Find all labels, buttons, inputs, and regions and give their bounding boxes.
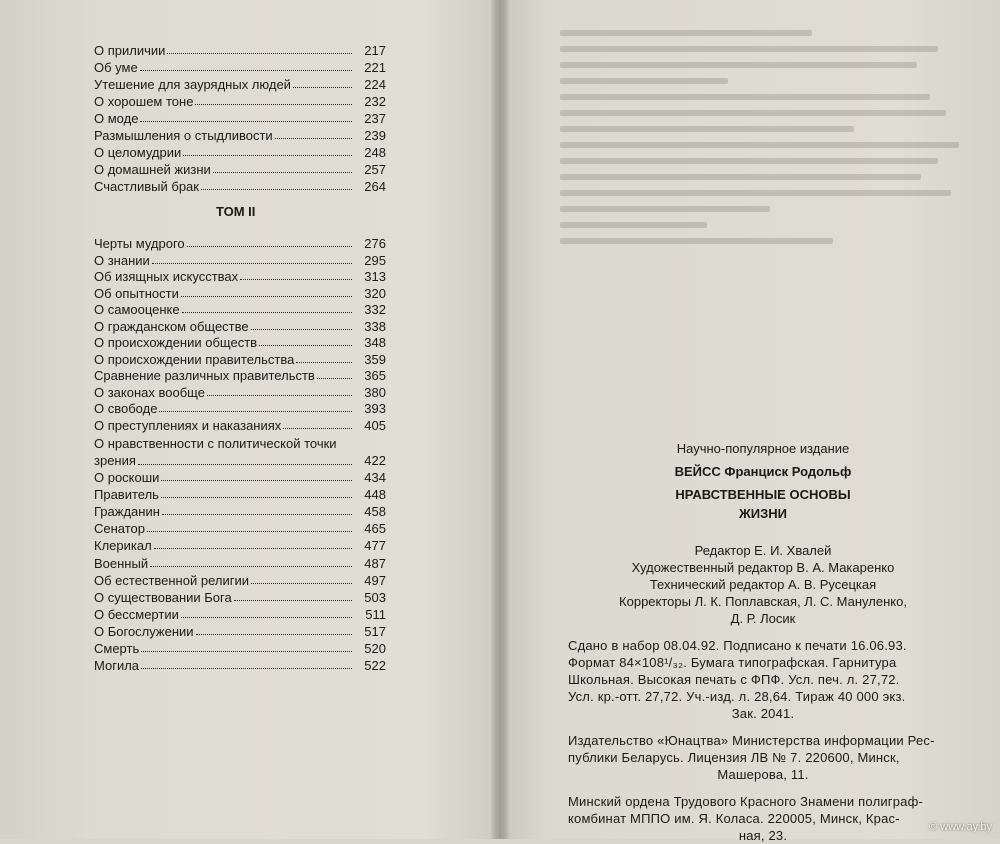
toc-entry-page: 313 — [364, 269, 386, 284]
toc-entry-page: 497 — [364, 572, 386, 588]
toc-entry-page: 517 — [364, 623, 386, 639]
toc-entry-title: Об естественной религии — [94, 572, 249, 588]
art-editor: Художественный редактор В. А. Макаренко — [631, 560, 895, 575]
watermark: © www.ay.by — [929, 821, 992, 833]
toc-entry-page: 332 — [364, 302, 386, 317]
toc-entry-page: 264 — [364, 179, 386, 194]
toc-entry-title: Военный — [94, 555, 149, 571]
toc-entry-page: 380 — [364, 384, 386, 400]
toc-entry-page: 465 — [364, 521, 386, 537]
book-gutter — [490, 0, 510, 839]
toc-entry-title: О преступлениях и наказаниях — [94, 417, 282, 433]
proofreaders-line1: Корректоры Л. К. Поплавская, Л. С. Мануленко, — [619, 594, 907, 609]
volume-heading: ТОМ II — [216, 204, 256, 219]
toc-entry — [94, 638, 386, 656]
toc-entry-page: 232 — [364, 94, 386, 109]
toc-leader-dots — [187, 246, 352, 247]
toc-entry-page: 405 — [364, 417, 386, 433]
toc-entry-title: О домашней жизни — [94, 162, 211, 177]
toc-entry-title: Счастливый брак — [94, 179, 199, 194]
toc-entry — [94, 570, 386, 588]
editor: Редактор Е. И. Хвалей — [694, 543, 832, 558]
toc-entry — [94, 518, 386, 536]
printer-line3: ная, 23. — [738, 828, 788, 843]
print-info-line2: Формат 84×108¹/₃₂. Бумага типографская. Гарнитура — [568, 655, 897, 670]
toc-entry-page: 434 — [364, 470, 386, 485]
toc-leader-dots — [140, 121, 352, 122]
toc-entry — [94, 108, 386, 126]
toc-leader-dots — [159, 411, 352, 412]
bleed-through-text — [560, 20, 980, 340]
toc-entry-title: Сенатор — [94, 521, 146, 537]
toc-entry — [94, 365, 386, 383]
toc-entry-title: Правитель — [94, 487, 159, 503]
toc-leader-dots — [213, 172, 352, 173]
toc-entry — [94, 398, 386, 416]
toc-entry-title-line1: О нравственности с политической точки — [94, 436, 337, 451]
toc-entry-title: Размышления о стыдливости — [94, 128, 273, 143]
toc-entry-page: 520 — [364, 641, 386, 656]
toc-entry-page: 221 — [364, 60, 386, 75]
toc-entry-page: 224 — [364, 77, 386, 92]
toc-leader-dots — [141, 651, 352, 652]
toc-entry-page: 237 — [364, 111, 386, 126]
toc-entry — [94, 467, 386, 485]
toc-entry — [94, 587, 386, 605]
toc-entry-page: 257 — [364, 162, 386, 177]
toc-entry-page: 338 — [364, 318, 386, 334]
toc-entry — [94, 332, 386, 350]
toc-leader-dots — [293, 87, 352, 88]
toc-leader-dots — [275, 138, 352, 139]
imprint-block — [568, 440, 958, 844]
toc-entry-title: Клерикал — [94, 538, 152, 554]
toc-entry-title: Черты мудрого — [94, 236, 185, 251]
toc-entry — [94, 299, 386, 317]
toc-leader-dots — [150, 566, 352, 567]
toc-entry-page: 295 — [364, 252, 386, 268]
toc-entry — [94, 604, 386, 622]
edition-type: Научно-популярное издание — [676, 441, 850, 456]
toc-entry-page: 365 — [364, 368, 386, 383]
toc-entry-title: Об изящных искусствах — [94, 269, 239, 284]
toc-leader-dots — [251, 329, 352, 330]
toc-entry-title: О приличии — [94, 43, 166, 58]
toc-entry-page: 320 — [364, 285, 386, 301]
toc-entry-page: 422 — [364, 453, 386, 468]
book-title-line1: НРАВСТВЕННЫЕ ОСНОВЫ — [675, 487, 851, 502]
toc-entry — [94, 382, 386, 400]
toc-leader-dots — [207, 395, 352, 396]
toc-entry — [94, 266, 386, 284]
technical-editor: Технический редактор А. В. Русецкая — [649, 577, 877, 592]
print-info-line4: Усл. кр.-отт. 27,72. Уч.-изд. л. 28,64. Тираж 40 000 экз. — [568, 689, 906, 704]
toc-entry-title: О самооценке — [94, 302, 180, 317]
toc-entry-page: 359 — [364, 351, 386, 367]
toc-leader-dots — [259, 345, 352, 346]
toc-entry — [94, 484, 386, 502]
toc-entry-title: О происхождении правительства — [94, 351, 295, 367]
toc-leader-dots — [181, 296, 352, 297]
toc-entry — [94, 349, 386, 367]
toc-entry-title: Об опытности — [94, 285, 179, 301]
toc-entry-page: 487 — [364, 555, 386, 571]
toc-leader-dots — [183, 155, 352, 156]
toc-leader-dots — [138, 464, 352, 465]
toc-entry-title: Гражданин — [94, 504, 160, 520]
toc-entry-page: 458 — [364, 504, 386, 520]
toc-leader-dots — [201, 189, 352, 190]
print-info-line3: Школьная. Высокая печать с ФПФ. Усл. печ. л. 27,72. — [568, 672, 900, 687]
proofreaders-line2: Д. Р. Лосик — [730, 611, 796, 626]
toc-entry-title: Сравнение различных правительств — [94, 368, 315, 383]
publisher-line3: Машерова, 11. — [717, 767, 809, 782]
toc-entry-title: Об уме — [94, 60, 138, 75]
toc-entry — [94, 501, 386, 519]
toc-entry — [94, 91, 386, 109]
toc-entry — [94, 233, 386, 251]
toc-entry — [94, 176, 386, 194]
toc-entry-title: О гражданском обществе — [94, 318, 249, 334]
publisher-line1: Издательство «Юнацтва» Министерства информации Рес- — [568, 733, 935, 748]
toc-entry — [94, 159, 386, 177]
toc-leader-dots — [234, 600, 352, 601]
toc-entry-title: Смерть — [94, 641, 140, 656]
toc-leader-dots — [251, 583, 352, 584]
toc-leader-dots — [283, 428, 352, 429]
toc-entry-page: 511 — [365, 606, 386, 622]
toc-entry-title: О существовании Бога — [94, 589, 232, 605]
toc-entry-title: О моде — [94, 111, 139, 126]
toc-leader-dots — [147, 531, 352, 532]
toc-leader-dots — [162, 514, 352, 515]
toc-leader-dots — [296, 362, 352, 363]
printer-line2: комбинат МППО им. Я. Коласа. 220005, Минск, Крас- — [568, 811, 900, 826]
toc-entry-title: Могила — [94, 658, 140, 674]
toc-entry-title: О знании — [94, 252, 150, 268]
toc-entry — [94, 40, 386, 58]
toc-entry — [94, 283, 386, 301]
toc-entry — [94, 415, 386, 433]
author-name: ВЕЙСС Франциск Родольф — [674, 464, 852, 479]
toc-entry-page: 239 — [364, 128, 386, 143]
toc-entry-page: 393 — [364, 401, 386, 416]
book-title-line2: ЖИЗНИ — [739, 506, 787, 521]
toc-entry-title: О хорошем тоне — [94, 94, 194, 109]
toc-leader-dots — [161, 497, 352, 498]
toc-leader-dots — [181, 617, 352, 618]
toc-leader-dots — [195, 104, 352, 105]
toc-entry-title: Утешение для заурядных людей — [94, 77, 291, 92]
toc-entry — [94, 74, 386, 92]
print-info-line5: Зак. 2041. — [731, 706, 795, 721]
toc-entry — [94, 316, 386, 334]
toc-entry-page: 448 — [364, 487, 386, 503]
toc-entry-page: 503 — [364, 589, 386, 605]
toc-leader-dots — [161, 480, 352, 481]
toc-entry-title: О целомудрии — [94, 145, 182, 160]
toc-entry-page: 217 — [364, 43, 386, 58]
printer-line1: Минский ордена Трудового Красного Знамени полиграф- — [568, 794, 924, 809]
toc-entry-page: 348 — [364, 335, 386, 350]
publisher-line2: публики Беларусь. Лицензия ЛВ № 7. 220600, Минск, — [568, 750, 900, 765]
toc-entry — [94, 57, 386, 75]
toc-leader-dots — [240, 279, 352, 280]
toc-entry-page: 522 — [364, 658, 386, 674]
toc-entry-title: О законах вообще — [94, 384, 205, 400]
toc-leader-dots — [154, 548, 352, 549]
toc-entry-title: О Богослужении — [94, 623, 194, 639]
toc-entry-title: О происхождении обществ — [94, 335, 258, 350]
toc-entry — [94, 535, 386, 553]
toc-leader-dots — [182, 312, 352, 313]
toc-entry-page: 276 — [364, 236, 386, 251]
toc-entry — [94, 142, 386, 160]
toc-entry — [94, 553, 386, 571]
toc-entry-title-line2: зрения — [94, 453, 136, 468]
print-info-line1: Сдано в набор 08.04.92. Подписано к печати 16.06.93. — [568, 638, 907, 653]
toc-entry-title: О роскоши — [94, 470, 160, 485]
toc-entry-multiline — [94, 435, 386, 469]
toc-leader-dots — [140, 70, 352, 71]
toc-leader-dots — [317, 378, 352, 379]
toc-leader-dots — [196, 634, 352, 635]
toc-entry — [94, 621, 386, 639]
toc-entry-page: 248 — [364, 145, 386, 160]
toc-entry — [94, 125, 386, 143]
toc-entry-page: 477 — [364, 538, 386, 554]
toc-leader-dots — [152, 263, 352, 264]
toc-entry-title: О бессмертии — [94, 606, 179, 622]
toc-entry-title: О свободе — [94, 401, 158, 416]
toc-leader-dots — [167, 53, 352, 54]
toc-leader-dots — [141, 668, 352, 669]
toc-entry — [94, 655, 386, 673]
toc-entry — [94, 250, 386, 268]
